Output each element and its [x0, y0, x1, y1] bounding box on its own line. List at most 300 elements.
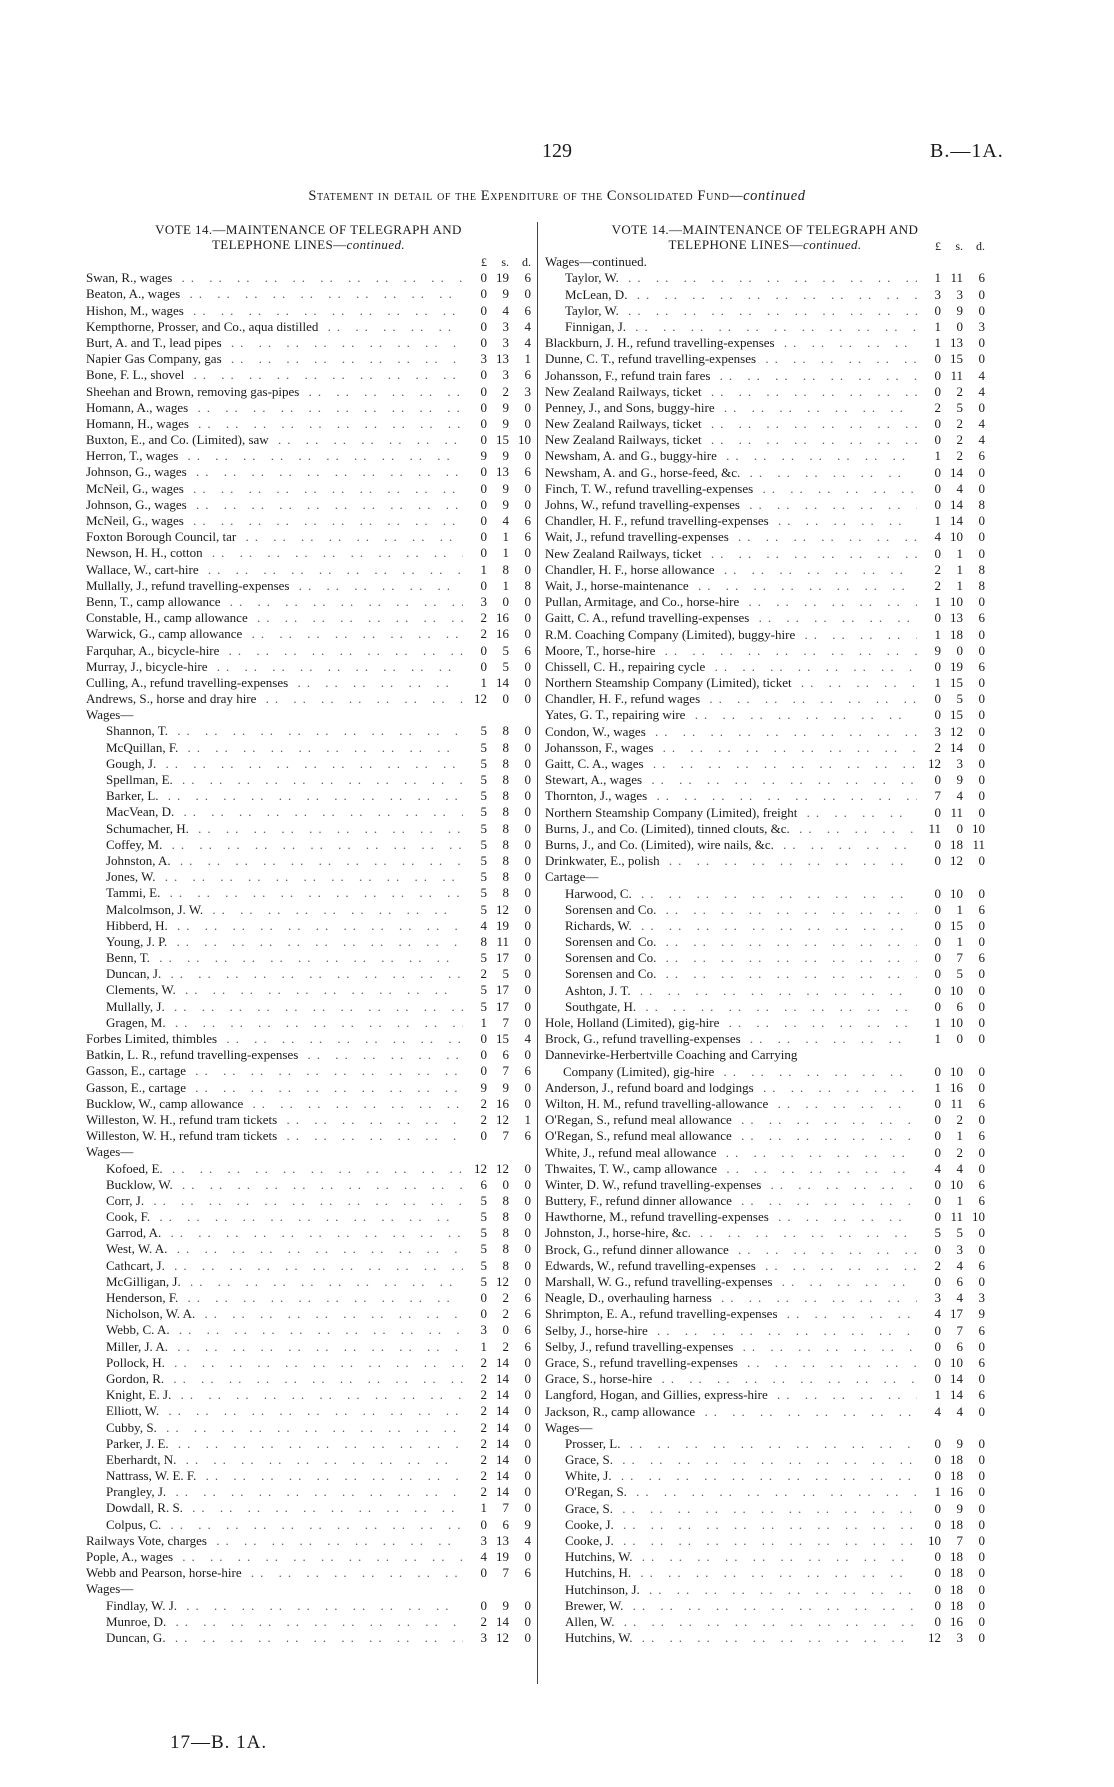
row-amount [463, 448, 531, 464]
shillings: 8 [502, 1225, 509, 1241]
row-description: New Zealand Railways, ticket .. .. [545, 384, 917, 400]
pounds: 10 [928, 1533, 941, 1548]
pounds: 0 [934, 1597, 941, 1613]
shillings: 8 [502, 852, 509, 868]
row-amount [917, 319, 985, 335]
pounds: 0 [480, 642, 487, 658]
shillings: 14 [496, 1387, 509, 1403]
shillings: 11 [950, 1095, 963, 1111]
shillings: 7 [502, 1128, 509, 1144]
ledger-row [86, 1225, 531, 1241]
pence: 0 [524, 674, 531, 690]
shillings: 14 [950, 497, 963, 512]
row-description: Duncan, J. .. .. [86, 966, 463, 982]
pence: 0 [524, 691, 531, 707]
shillings: 2 [956, 432, 963, 448]
row-amount [917, 448, 985, 464]
shillings: 18 [950, 1565, 963, 1581]
row-description: Miller, J. A. .. .. [86, 1339, 463, 1355]
row-description: Mullally, J., refund travelling-expenses .. .. [86, 578, 463, 594]
ledger-row [86, 1403, 531, 1419]
row-description: Buttery, F., refund dinner allowance .. .. [545, 1193, 917, 1209]
ledger-row [545, 335, 985, 351]
pence: 0 [524, 1484, 531, 1500]
ledger-row [86, 594, 531, 610]
ledger-row [86, 659, 531, 675]
shillings: 1 [956, 577, 963, 593]
ledger-row [86, 1484, 531, 1500]
pounds: 0 [480, 1306, 487, 1322]
pence: 0 [524, 1047, 531, 1063]
ledger-row [545, 270, 985, 286]
row-amount [917, 1565, 985, 1581]
row-description: MacVean, D. .. .. [86, 804, 463, 820]
ledger-row [545, 1258, 985, 1274]
shillings: 18 [950, 1581, 963, 1597]
pounds: 5 [480, 723, 487, 739]
row-description: Gragen, M. .. .. [86, 1015, 463, 1031]
shillings: 8 [502, 804, 509, 820]
shillings: 3 [956, 1241, 963, 1257]
pounds: 0 [480, 545, 487, 561]
row-amount [917, 1015, 985, 1031]
shillings: 4 [956, 1160, 963, 1176]
row-amount [917, 351, 985, 367]
pence: 1 [524, 1111, 531, 1127]
row-amount [463, 756, 531, 772]
row-amount [917, 659, 985, 675]
row-amount [917, 1517, 985, 1533]
pence: 0 [524, 998, 531, 1014]
ledger-row [86, 270, 531, 286]
ledger-row [86, 626, 531, 642]
pence: 0 [978, 1079, 985, 1095]
shillings: 9 [956, 1500, 963, 1516]
pounds: 0 [934, 383, 941, 399]
ledger-row [545, 546, 985, 562]
page-number: 129 [542, 140, 572, 162]
pounds: 5 [480, 1257, 487, 1273]
row-amount [917, 1501, 985, 1517]
ledger-row [545, 1598, 985, 1614]
row-amount [463, 1258, 531, 1274]
shillings: 14 [496, 1451, 509, 1467]
pence: 0 [524, 1257, 531, 1273]
ledger-row [86, 513, 531, 529]
shillings: 8 [502, 739, 509, 755]
shillings: 3 [502, 334, 509, 350]
shillings: 10 [950, 1354, 963, 1370]
row-amount [463, 1290, 531, 1306]
shillings: 14 [496, 1354, 509, 1370]
ledger-row [86, 1387, 531, 1403]
ledger-row [86, 529, 531, 545]
ledger-row [545, 1193, 985, 1209]
row-amount [917, 837, 985, 853]
ledger-row [545, 1533, 985, 1549]
shillings: 14 [950, 1387, 963, 1403]
ledger-row [86, 821, 531, 837]
pence: 0 [524, 1209, 531, 1225]
ledger-row [86, 853, 531, 869]
row-description: Wages— [86, 707, 134, 723]
row-amount [463, 351, 531, 367]
row-description: Moore, T., horse-hire .. .. [545, 643, 917, 659]
pence: 3 [978, 318, 985, 334]
row-description: Hutchinson, J. .. .. [545, 1582, 917, 1598]
pence: 0 [978, 399, 985, 415]
pence: 0 [524, 1160, 531, 1176]
row-description: New Zealand Railways, ticket .. .. [545, 546, 917, 562]
pounds: 3 [480, 351, 487, 367]
ledger-row [86, 804, 531, 820]
pounds: 2 [480, 1370, 487, 1386]
row-description: Burns, J., and Co. (Limited), wire nails, &c. .. .. [545, 837, 917, 853]
row-amount [917, 983, 985, 999]
pence: 4 [524, 318, 531, 334]
shillings: 2 [502, 1290, 509, 1305]
pence: 0 [524, 1079, 531, 1095]
ledger-row [545, 432, 985, 448]
pounds: 0 [934, 1209, 941, 1225]
shillings: 9 [502, 286, 509, 302]
pence: 0 [524, 1192, 531, 1208]
shillings: 19 [496, 917, 509, 933]
ledger-row [86, 1063, 531, 1079]
shillings: 8 [502, 788, 509, 804]
pounds: 2 [480, 1403, 487, 1419]
ledger-row [545, 788, 985, 804]
row-description: Yates, G. T., repairing wire .. .. [545, 707, 917, 723]
row-amount [463, 1484, 531, 1500]
row-description: Richards, W. .. .. [545, 918, 917, 934]
section-heading [545, 254, 985, 270]
row-description: Cartage— [545, 869, 599, 885]
pounds: 0 [934, 901, 941, 917]
pounds: 0 [480, 1128, 487, 1144]
pence: 0 [524, 399, 531, 415]
shillings: 1 [956, 1193, 963, 1209]
pence: 0 [524, 723, 531, 739]
pence: 6 [978, 1193, 985, 1209]
pounds: 2 [480, 1451, 487, 1467]
pence: 0 [978, 853, 985, 869]
pounds: 9 [480, 448, 487, 464]
ledger-row [545, 303, 985, 319]
pence: 6 [978, 658, 985, 674]
row-description: Pollock, H. .. .. [86, 1355, 463, 1371]
pence: 0 [524, 788, 531, 804]
pence: 0 [978, 966, 985, 982]
pounds: 0 [934, 1322, 941, 1338]
ledger-row [86, 869, 531, 885]
row-description: Sorensen and Co. .. .. [545, 966, 917, 982]
shillings: 7 [502, 1500, 509, 1516]
ledger-row [545, 594, 985, 610]
shillings: 2 [956, 1144, 963, 1160]
row-description: Tammi, E. .. .. [86, 885, 463, 901]
pence: 0 [524, 1273, 531, 1289]
row-description: Chissell, C. H., repairing cycle .. .. [545, 659, 917, 675]
row-description: Willeston, W. H., refund tram tickets .. .. [86, 1128, 463, 1144]
ledger-row [545, 1242, 985, 1258]
pounds: 0 [934, 658, 941, 674]
row-description: McNeil, G., wages .. .. [86, 513, 463, 529]
pence: 4 [978, 367, 985, 383]
pounds: 1 [934, 1484, 941, 1500]
pence: 6 [524, 513, 531, 528]
ledger-row [86, 1080, 531, 1096]
row-description: Andrews, S., horse and dray hire .. .. [86, 691, 463, 707]
row-description: Thornton, J., wages .. .. [545, 788, 917, 804]
shillings: 6 [502, 1047, 509, 1063]
signature-mark: 17—B. 1A. [170, 1732, 268, 1753]
pounds: 0 [934, 1241, 941, 1257]
shillings: 9 [502, 496, 509, 512]
pounds: 0 [934, 1500, 941, 1516]
row-amount [917, 562, 985, 578]
shillings: 0 [502, 1322, 509, 1338]
pence: 0 [524, 1387, 531, 1403]
pounds: 0 [934, 707, 941, 723]
shillings: 18 [950, 836, 963, 852]
shillings: 18 [950, 626, 963, 642]
shillings: 4 [956, 1257, 963, 1273]
shillings: 14 [950, 1371, 963, 1387]
ledger-row [545, 1355, 985, 1371]
shillings: 10 [950, 885, 963, 901]
pounds: 4 [934, 1403, 941, 1419]
pence: 6 [524, 1322, 531, 1338]
ledger-row [545, 643, 985, 659]
pounds: 0 [934, 1516, 941, 1532]
row-amount [463, 918, 531, 934]
ledger-row [86, 367, 531, 383]
row-amount [463, 286, 531, 302]
ledger-row [86, 756, 531, 772]
row-amount [917, 788, 985, 804]
ledger-row [545, 724, 985, 740]
ledger-row [545, 999, 985, 1015]
shillings: 5 [956, 1225, 963, 1241]
ledger-row [545, 918, 985, 934]
row-description: Wait, J., refund travelling-expenses .. .. [545, 529, 917, 545]
ledger-row [86, 675, 531, 691]
pounds: 2 [934, 739, 941, 755]
pounds: 2 [934, 1257, 941, 1273]
row-amount [917, 707, 985, 723]
ledger-row [545, 1161, 985, 1177]
pounds: 3 [934, 1290, 941, 1306]
row-amount [463, 400, 531, 416]
pounds: 0 [934, 1144, 941, 1160]
row-description: Wages— [86, 1581, 134, 1597]
pence: 0 [978, 1597, 985, 1613]
shillings: 9 [502, 448, 509, 464]
row-description: McLean, D. .. .. [545, 287, 917, 303]
pounds: 5 [480, 885, 487, 901]
pounds: 0 [480, 1597, 487, 1613]
row-amount [463, 481, 531, 497]
row-description: Benn, T. .. .. [86, 950, 463, 966]
ledger-row [86, 1549, 531, 1565]
ledger-row [86, 788, 531, 804]
pence: 6 [524, 1565, 531, 1581]
row-amount [463, 1241, 531, 1257]
vote-title-line2: TELEPHONE LINES—continued. [211, 237, 406, 252]
row-amount [917, 1387, 985, 1403]
shillings: 0 [956, 820, 963, 836]
row-description: Pople, A., wages .. .. [86, 1549, 463, 1565]
pounds: 2 [480, 1419, 487, 1435]
row-description: Marshall, W. G., refund travelling-expenses .. .. [545, 1274, 917, 1290]
pounds: 6 [480, 1176, 487, 1192]
ledger-row [545, 1582, 985, 1598]
row-amount [463, 1112, 531, 1128]
pounds: 0 [934, 480, 941, 496]
pence: 0 [978, 1516, 985, 1532]
row-description: R.M. Coaching Company (Limited), buggy-hire .. .. [545, 627, 917, 643]
row-amount [463, 643, 531, 659]
ledger-row [86, 1177, 531, 1193]
row-amount [463, 1355, 531, 1371]
pence: 0 [978, 1160, 985, 1176]
ledger-row [545, 886, 985, 902]
row-description: Johnston, J., horse-hire, &c. .. .. [545, 1225, 917, 1241]
pence: 0 [978, 723, 985, 739]
row-amount [917, 1549, 985, 1565]
section-heading [86, 1581, 531, 1597]
row-amount [463, 1306, 531, 1322]
pounds: 1 [934, 1031, 941, 1047]
pounds: 0 [934, 934, 941, 950]
shillings: 2 [956, 416, 963, 432]
pence: 0 [978, 998, 985, 1014]
pence: 3 [978, 1290, 985, 1306]
row-amount [917, 1161, 985, 1177]
pence: 6 [978, 1387, 985, 1403]
row-description: Thwaites, T. W., camp allowance .. .. [545, 1161, 917, 1177]
pounds: 0 [480, 399, 487, 415]
shillings: 9 [502, 399, 509, 415]
pence: 0 [524, 820, 531, 836]
ledger-row [545, 497, 985, 513]
ledger-row [545, 1177, 985, 1193]
pence: 0 [524, 593, 531, 609]
pounds: 5 [480, 1273, 487, 1289]
row-description: Newsham, A. and G., buggy-hire .. .. [545, 448, 917, 464]
pounds: 1 [934, 1015, 941, 1030]
ledger-row [86, 885, 531, 901]
pence: 6 [978, 1354, 985, 1370]
pounds: 5 [480, 739, 487, 755]
shillings: 14 [950, 739, 963, 755]
row-amount [463, 902, 531, 918]
pounds: 2 [480, 1435, 487, 1451]
ledger-row [86, 562, 531, 578]
row-amount [463, 1630, 531, 1646]
ledger-row [545, 966, 985, 982]
row-amount [917, 578, 985, 594]
pence: 0 [978, 982, 985, 998]
shillings: 3 [502, 318, 509, 334]
pence: 0 [524, 917, 531, 933]
row-description: Neagle, D., overhauling harness .. .. [545, 1290, 917, 1306]
pence: 0 [524, 755, 531, 771]
row-description: Gaitt, C. A., wages .. .. [545, 756, 917, 772]
row-description: Chandler, H. F., horse allowance .. .. [545, 562, 917, 578]
pence: 8 [978, 497, 985, 512]
pence: 0 [978, 642, 985, 658]
row-description: Warwick, G., camp allowance .. .. [86, 626, 463, 642]
row-description: Pullan, Armitage, and Co., horse-hire .. .. [545, 594, 917, 610]
row-description: O'Regan, S., refund meal allowance .. .. [545, 1112, 917, 1128]
pounds: 5 [480, 788, 487, 804]
pence: 6 [524, 1338, 531, 1354]
shillings: 8 [502, 836, 509, 852]
section-heading [86, 1144, 531, 1160]
row-amount [917, 594, 985, 610]
shillings: 7 [956, 1533, 963, 1548]
pence: 0 [524, 1613, 531, 1629]
row-amount [463, 1177, 531, 1193]
row-description: Penney, J., and Sons, buggy-hire .. .. [545, 400, 917, 416]
row-description: Northern Steamship Company (Limited), freight .. .. [545, 805, 917, 821]
row-amount [917, 1112, 985, 1128]
row-amount [463, 513, 531, 529]
row-description: Gaitt, C. A., refund travelling-expenses .. .. [545, 610, 917, 626]
row-description: Sorensen and Co. .. .. [545, 950, 917, 966]
ledger-row [86, 1306, 531, 1322]
row-description: Homann, H., wages .. .. [86, 416, 463, 432]
pence: 0 [524, 561, 531, 577]
pounds: 1 [934, 335, 941, 351]
row-description: Wages— [545, 1419, 593, 1435]
section-heading [545, 1047, 985, 1063]
row-description: Wait, J., horse-maintenance .. .. [545, 578, 917, 594]
row-description: Anderson, J., refund board and lodgings .. .. [545, 1080, 917, 1096]
row-amount [463, 464, 531, 480]
shillings: 14 [496, 1403, 509, 1419]
pence: 0 [524, 415, 531, 431]
pounds: 12 [928, 756, 941, 771]
pounds: 5 [480, 836, 487, 852]
ledger-row [86, 1533, 531, 1549]
pence: 6 [524, 529, 531, 545]
shillings: 19 [950, 658, 963, 674]
pounds: 0 [934, 772, 941, 788]
pounds: 0 [934, 1371, 941, 1387]
row-amount [917, 756, 985, 772]
pence: 0 [978, 675, 985, 691]
shillings: 14 [496, 1435, 509, 1451]
pence: 0 [524, 1176, 531, 1192]
row-amount [463, 626, 531, 642]
ledger-row [86, 303, 531, 319]
shillings: 3 [502, 367, 509, 383]
ledger-row [86, 432, 531, 448]
shillings: 14 [496, 1613, 509, 1629]
row-amount [917, 1436, 985, 1452]
pence: 0 [978, 1241, 985, 1257]
row-amount [917, 918, 985, 934]
row-amount [463, 1063, 531, 1079]
ledger-row [86, 1371, 531, 1387]
pence: 0 [978, 302, 985, 318]
row-amount [463, 1614, 531, 1630]
row-description: Stewart, A., wages .. .. [545, 772, 917, 788]
ledger-row [86, 1565, 531, 1581]
